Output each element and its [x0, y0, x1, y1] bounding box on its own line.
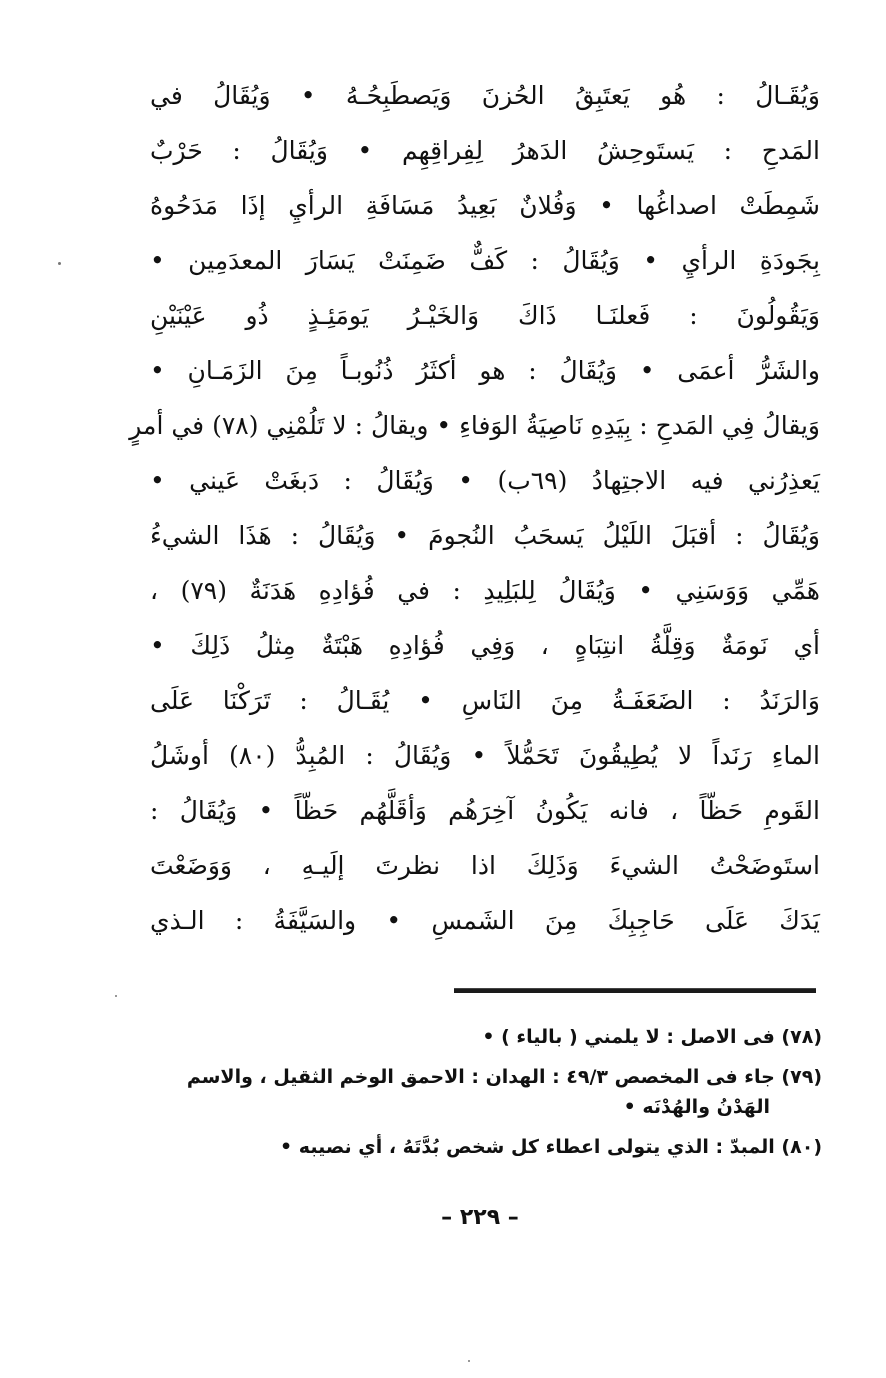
- footnote-text: (٧٩) جاء فى المخصص ٤٩/٣ : الهدان : الاحمق الوخم الثقيل ، والاسم: [186, 1066, 822, 1088]
- text-line: القَومِ حَظّاً ، فانه يَكُونُ آخِرَهُم وَأقَلَّهُم حَظّاً • وَيُقَالُ :: [150, 796, 820, 825]
- text-line: الماءِ رَنَداً لا يُطِيقُونَ تَحَمُّلاً • وَيُقَالُ : المُبِدُّ (٨٠) أوشَلُ: [150, 741, 820, 770]
- footnote-79: [160, 1062, 822, 1122]
- text-line: وَيَقُولُونَ : فَعلنَـا ذَاكَ وَالخَيْـرُ يَومَئِـذٍ ذُو عَيْنَيْنِ: [150, 301, 820, 330]
- text-line: يَدَكَ عَلَى حَاجِبِكَ مِنَ الشَمسِ • والسَيَّفَةُ : الـذي: [150, 906, 820, 935]
- text-line: بِجَودَةِ الرأيِ • وَيُقَالُ : كَفٌّ ضَمِنَتْ يَسَارَ المعدَمِين •: [150, 246, 820, 275]
- text-line: وَالرَنَدُ : الضَعَفَـةُ مِنَ النَاسِ • يُقَـالُ : تَرَكْنَا عَلَى: [150, 686, 820, 715]
- footnote-80: [160, 1132, 822, 1162]
- footnote-continuation: الهَدْنُ والهُدْنَه •: [623, 1096, 770, 1118]
- text-line: والشَرُّ أعمَى • وَيُقَالُ : هو أكثَرُ ذُنُوبـاً مِنَ الزَمَـانِ •: [150, 356, 820, 385]
- scan-speck: [468, 1360, 470, 1362]
- scan-speck: [115, 995, 117, 997]
- footnote-78: [160, 1022, 822, 1052]
- text-line: وَيُقَـالُ : هُو يَعتَبِقُ الحُزنَ وَيَصطَبِحُـهُ • وَيُقَالُ في: [150, 81, 820, 110]
- page-number: – ٢٢٩ –: [441, 1205, 519, 1230]
- footnote-separator-rule: [454, 988, 816, 993]
- text-line: استَوضَحْتُ الشيءَ وَذَلِكَ اذا نظرتَ إلَيـهِ ، وَوَضَعْتَ: [150, 851, 820, 880]
- text-line: وَيقالُ فِي المَدحِ : بِيَدِهِ نَاصِيَةُ الوَفاءِ • ويقالُ : لا تَلُمْنِي (٧٨) في أمرٍ: [129, 411, 820, 440]
- text-line: شَمِطَتْ اصداغُها • وَفُلانٌ بَعِيدُ مَسَافَةِ الرأيِ إذَا مَدَحُوهُ: [150, 191, 820, 220]
- text-line: أي نَومَةٌ وَقِلَّةُ انتِبَاهٍ ، وَفِي فُؤادِهِ هَبْتَةٌ مِثلُ ذَلِكَ •: [150, 631, 820, 660]
- text-line: وَيُقَالُ : أقبَلَ اللَيْلُ يَسحَبُ النُجومَ • وَيُقَالُ : هَذَا الشيءُ: [150, 521, 820, 550]
- text-line: يَعذِرُني فيه الاجتِهادُ (٦٩ب) • وَيُقَالُ : دَبغَتْ عَيني •: [150, 466, 820, 495]
- footnotes-block: [160, 1022, 822, 1172]
- scan-speck: [58, 262, 61, 265]
- main-text-block: [129, 68, 820, 948]
- text-line: هَمِّي وَوَسَنِي • وَيُقَالُ لِلبَلِيدِ : في فُؤادِهِ هَدَنَةٌ (٧٩) ،: [150, 576, 820, 605]
- text-line: المَدحِ : يَستَوحِشُ الدَهرُ لِفِراقِهِم • وَيُقَالُ : حَرْبٌ: [150, 136, 820, 165]
- footnote-text: (٧٨) فى الاصل : لا يلمني ( بالياء ) •: [482, 1026, 822, 1048]
- footnote-text: (٨٠) المبدّ : الذي يتولى اعطاء كل شخص بُدَّتَهُ ، أي نصيبه •: [280, 1136, 822, 1158]
